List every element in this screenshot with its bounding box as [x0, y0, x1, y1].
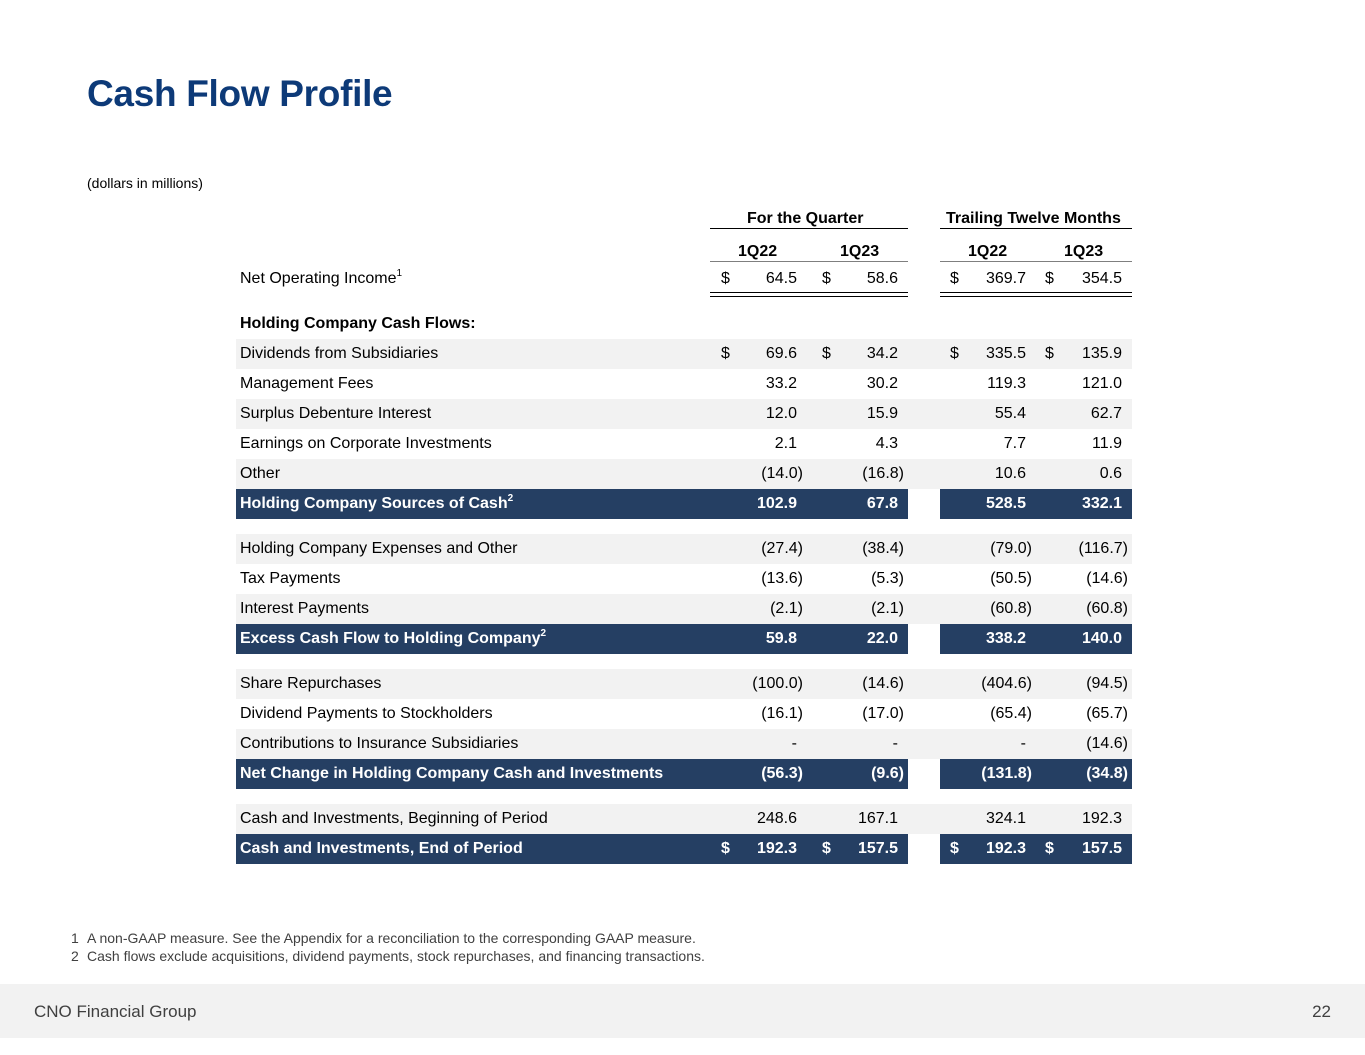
cell-value: 11.9 [1092, 435, 1122, 452]
currency-symbol: $ [950, 840, 959, 857]
page-number: 22 [1312, 1002, 1331, 1021]
row-label: Interest Payments [240, 600, 369, 617]
cell-value: 15.9 [866, 405, 898, 422]
cell-value: 12.0 [765, 405, 797, 422]
row-label: Cash and Investments, End of Period [240, 840, 523, 857]
cell-value: (94.5) [1086, 675, 1128, 692]
currency-symbol: $ [721, 270, 730, 287]
currency-symbol: $ [1045, 840, 1054, 857]
cell-value: 0.6 [1099, 465, 1122, 482]
row-label: Holding Company Expenses and Other [240, 540, 518, 557]
cell-value: 58.6 [866, 270, 898, 287]
cell-value: 167.1 [857, 810, 898, 827]
cell-value: 324.1 [985, 810, 1026, 827]
table-row [236, 399, 1132, 429]
footnote-ref: 2 [540, 628, 547, 639]
cell-value: (34.8) [1086, 765, 1128, 782]
cell-value: 67.8 [866, 495, 898, 512]
units-note: (dollars in millions) [87, 175, 203, 191]
currency-symbol: $ [822, 345, 831, 362]
footnote-1: 1 A non-GAAP measure. See the Appendix for a reconciliation to the corresponding GAAP measure. [71, 930, 696, 946]
cell-value: (14.6) [862, 675, 904, 692]
cell-value: (60.8) [990, 600, 1032, 617]
row-label: Net Operating Income$^1$ [240, 268, 403, 287]
cell-value: 135.9 [1081, 345, 1122, 362]
cell-value: (16.8) [862, 465, 904, 482]
cell-value: 528.5 [985, 495, 1026, 512]
table-row [236, 339, 1132, 369]
cell-value: 55.4 [994, 405, 1026, 422]
cell-value: 4.3 [875, 435, 898, 452]
row-label: Share Repurchases [240, 675, 382, 692]
row-label: Other [240, 465, 281, 482]
currency-symbol: $ [1045, 345, 1054, 362]
section-heading [236, 309, 1132, 339]
footnotes [71, 929, 705, 965]
cell-value: (100.0) [752, 675, 803, 692]
footnote-2: 2 Cash flows exclude acquisitions, dividend payments, stock repurchases, and financing transactions. [71, 948, 705, 964]
table-row [236, 459, 1132, 489]
row-label: Tax Payments [240, 570, 341, 587]
row-label: Excess Cash Flow to Holding Company$^2$ [240, 628, 547, 647]
cell-value: 192.3 [1081, 810, 1122, 827]
row-label: Contributions to Insurance Subsidiaries [240, 735, 519, 752]
cell-value: 59.8 [765, 630, 797, 647]
company-name: CNO Financial Group [34, 1002, 197, 1021]
header-for-the-quarter: For the Quarter [747, 210, 864, 227]
header-trailing-twelve-months: Trailing Twelve Months [946, 210, 1121, 227]
row-total-sources [236, 489, 1132, 519]
cell-value: (17.0) [862, 705, 904, 722]
cell-value: (27.4) [761, 540, 803, 557]
row-label: Surplus Debenture Interest [240, 405, 432, 422]
row-label: Management Fees [240, 375, 374, 392]
cell-value: (131.8) [981, 765, 1032, 782]
cell-value: 102.9 [756, 495, 797, 512]
cell-value: (14.6) [1086, 570, 1128, 587]
currency-symbol: $ [950, 270, 959, 287]
row-label: Net Change in Holding Company Cash and Investments [240, 765, 664, 782]
table-row [236, 669, 1132, 699]
cell-value: - [791, 735, 797, 752]
cell-value: (13.6) [761, 570, 803, 587]
row-total-end-period [236, 834, 1132, 864]
table-row [236, 699, 1132, 729]
table-row [236, 594, 1132, 624]
cell-value: (14.0) [761, 465, 803, 482]
cell-value: (56.3) [761, 765, 803, 782]
cell-value: 22.0 [866, 630, 898, 647]
table-row [236, 804, 1132, 834]
row-label: Dividend Payments to Stockholders [240, 705, 493, 722]
cell-value: (16.1) [761, 705, 803, 722]
cell-value: (65.4) [990, 705, 1032, 722]
cell-value: 192.3 [756, 840, 797, 857]
cell-value: (14.6) [1086, 735, 1128, 752]
currency-symbol: $ [822, 270, 831, 287]
cell-value: 335.5 [985, 345, 1026, 362]
table-row [236, 564, 1132, 594]
col-header-q-1q22: 1Q22 [738, 243, 778, 260]
cell-value: 30.2 [866, 375, 898, 392]
cell-value: (60.8) [1086, 600, 1128, 617]
cell-value: 354.5 [1081, 270, 1122, 287]
cell-value: - [892, 735, 898, 752]
table-row [236, 429, 1132, 459]
cell-value: 10.6 [994, 465, 1026, 482]
cell-value: 119.3 [987, 375, 1026, 392]
table-row [236, 729, 1132, 759]
cell-value: (404.6) [981, 675, 1032, 692]
cell-value: 140.0 [1081, 630, 1122, 647]
cell-value: (2.1) [770, 600, 803, 617]
cell-value: - [1020, 735, 1026, 752]
cell-value: 192.3 [985, 840, 1026, 857]
cell-value: 2.1 [774, 435, 797, 452]
cell-value: 7.7 [1003, 435, 1026, 452]
cell-value: (38.4) [862, 540, 904, 557]
currency-symbol: $ [721, 345, 730, 362]
currency-symbol: $ [721, 840, 730, 857]
cell-value: 34.2 [866, 345, 898, 362]
col-header-q-1q23: 1Q23 [840, 243, 880, 260]
cell-value: (65.7) [1086, 705, 1128, 722]
col-header-ttm-1q23: 1Q23 [1064, 243, 1104, 260]
cell-value: 62.7 [1090, 405, 1122, 422]
currency-symbol: $ [1045, 270, 1054, 287]
cell-value: (116.7) [1078, 540, 1128, 557]
cell-value: 248.6 [756, 810, 797, 827]
section-label: Holding Company Cash Flows: [240, 315, 476, 332]
cell-value: 157.5 [857, 840, 898, 857]
row-total-excess-cash [236, 624, 1132, 654]
cell-value: (5.3) [871, 570, 904, 587]
cell-value: 332.1 [1081, 495, 1122, 512]
footer [0, 984, 1365, 1038]
cell-value: (2.1) [871, 600, 904, 617]
footnote-ref: 1 [396, 268, 403, 279]
cell-value: 33.2 [765, 375, 797, 392]
cell-value: (79.0) [990, 540, 1032, 557]
cell-value: 369.7 [985, 270, 1026, 287]
row-total-net-change [236, 759, 1132, 789]
cell-value: (9.6) [871, 765, 904, 782]
page-title: Cash Flow Profile [87, 73, 393, 114]
currency-symbol: $ [950, 345, 959, 362]
cell-value: (50.5) [990, 570, 1032, 587]
cell-value: 64.5 [765, 270, 797, 287]
table-row [236, 534, 1132, 564]
row-net-operating-income [236, 264, 1132, 294]
row-label: Holding Company Sources of Cash$^2$ [240, 493, 514, 512]
row-label: Cash and Investments, Beginning of Period [240, 810, 548, 827]
cell-value: 338.2 [985, 630, 1026, 647]
cell-value: 121.0 [1081, 375, 1122, 392]
table-row [236, 369, 1132, 399]
row-label: Dividends from Subsidiaries [240, 345, 439, 362]
cell-value: 69.6 [765, 345, 797, 362]
row-label: Earnings on Corporate Investments [240, 435, 492, 452]
cell-value: 157.5 [1081, 840, 1122, 857]
footnote-ref: 2 [507, 493, 514, 504]
currency-symbol: $ [822, 840, 831, 857]
col-header-ttm-1q22: 1Q22 [968, 243, 1008, 260]
